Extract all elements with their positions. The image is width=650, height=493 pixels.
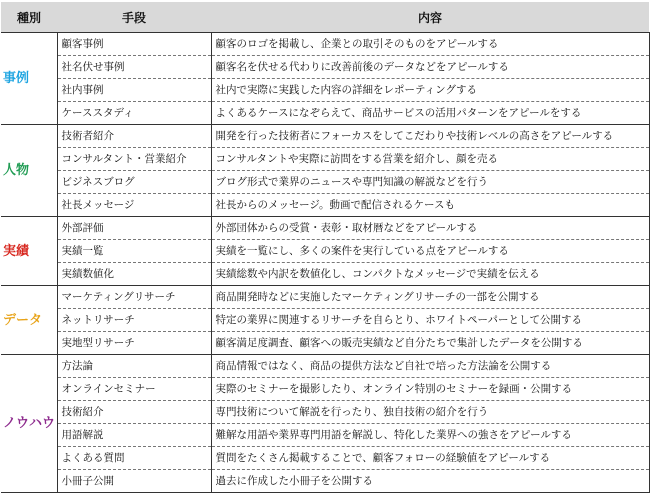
means-cell: よくある質問: [57, 447, 211, 470]
means-cell: 顧客事例: [57, 33, 211, 56]
means-cell: 社名伏せ事例: [57, 56, 211, 79]
table-row: [1, 171, 649, 194]
means-cell: 技術紹介: [57, 401, 211, 424]
table-row: [1, 148, 649, 171]
table-row: [1, 309, 649, 332]
content-cell: 外部団体からの受賞・表彰・取材暦などをアピールする: [211, 217, 649, 240]
content-cell: 専門技術について解説を行ったり、独自技術の紹介を行う: [211, 401, 649, 424]
header-content: 内容: [211, 2, 649, 33]
content-cell: 質問をたくさん掲載することで、顧客フォローの経験値をアピールする: [211, 447, 649, 470]
category-label: 実績: [1, 217, 57, 286]
table-row: [1, 332, 649, 355]
table-row: [1, 424, 649, 447]
means-cell: 社内事例: [57, 79, 211, 102]
table-row: [1, 263, 649, 286]
table-row: [1, 217, 649, 240]
table-row: [1, 125, 649, 148]
means-cell: 技術者紹介: [57, 125, 211, 148]
table-row: [1, 401, 649, 424]
table-row: [1, 56, 649, 79]
table-row: [1, 79, 649, 102]
means-cell: ビジネスブログ: [57, 171, 211, 194]
means-cell: ケーススタディ: [57, 102, 211, 125]
means-cell: ネットリサーチ: [57, 309, 211, 332]
table-row: [1, 470, 649, 493]
means-cell: 社長メッセージ: [57, 194, 211, 217]
content-cell: ブログ形式で業界のニュースや専門知識の解説などを行う: [211, 171, 649, 194]
means-cell: マーケティングリサーチ: [57, 286, 211, 309]
table-row: [1, 378, 649, 401]
category-label: 事例: [1, 33, 57, 125]
means-cell: コンサルタント・営業紹介: [57, 148, 211, 171]
means-cell: 実地型リサーチ: [57, 332, 211, 355]
content-cell: 特定の業界に関連するリサーチを自らとり、ホワイトペーパーとして公開する: [211, 309, 649, 332]
table-row: [1, 102, 649, 125]
category-label: データ: [1, 286, 57, 355]
means-cell: オンラインセミナー: [57, 378, 211, 401]
content-cell: 社内で実際に実践した内容の詳細をレポーティングする: [211, 79, 649, 102]
content-cell: 開発を行った技術者にフォーカスをしてこだわりや技術レベルの高さをアピールする: [211, 125, 649, 148]
content-cell: 過去に作成した小冊子を公開する: [211, 470, 649, 493]
content-cell: よくあるケースになぞらえて、商品サービスの活用パターンをアピールをする: [211, 102, 649, 125]
table-body: [1, 33, 649, 493]
category-label: ノウハウ: [1, 355, 57, 493]
means-cell: 実績数値化: [57, 263, 211, 286]
table-row: [1, 447, 649, 470]
content-cell: 社長からのメッセージ。動画で配信されるケースも: [211, 194, 649, 217]
content-cell: 実際のセミナーを撮影したり、オンライン特別のセミナーを録画・公開する: [211, 378, 649, 401]
content-cell: 顧客満足度調査、顧客への販売実績など自分たちで集計したデータを公開する: [211, 332, 649, 355]
content-cell: 商品開発時などに実施したマーケティングリサーチの一部を公開する: [211, 286, 649, 309]
content-cell: コンサルタントや実際に訪問をする営業を紹介し、顔を売る: [211, 148, 649, 171]
means-cell: 用語解説: [57, 424, 211, 447]
means-cell: 小冊子公開: [57, 470, 211, 493]
means-cell: 方法論: [57, 355, 211, 378]
content-cell: 難解な用語や業界専門用語を解説し、特化した業界への強さをアピールする: [211, 424, 649, 447]
content-cell: 顧客名を伏せる代わりに改善前後のデータなどをアピールする: [211, 56, 649, 79]
table-header-row: [1, 2, 649, 33]
table-row: [1, 194, 649, 217]
content-cell: 実績を一覧にし、多くの案件を実行している点をアピールする: [211, 240, 649, 263]
header-means: 手段: [57, 2, 211, 33]
means-cell: 外部評価: [57, 217, 211, 240]
table-row: [1, 355, 649, 378]
content-cell: 実績総数や内訳を数値化し、コンパクトなメッセージで実績を伝える: [211, 263, 649, 286]
means-cell: 実績一覧: [57, 240, 211, 263]
table-row: [1, 286, 649, 309]
header-kind: 種別: [1, 2, 57, 33]
content-cell: 顧客のロゴを掲載し、企業との取引そのものをアピールする: [211, 33, 649, 56]
content-methods-table: [1, 2, 650, 493]
category-label: 人物: [1, 125, 57, 217]
table-row: [1, 240, 649, 263]
table-row: [1, 33, 649, 56]
content-cell: 商品情報ではなく、商品の提供方法など自社で培った方法論を公開する: [211, 355, 649, 378]
